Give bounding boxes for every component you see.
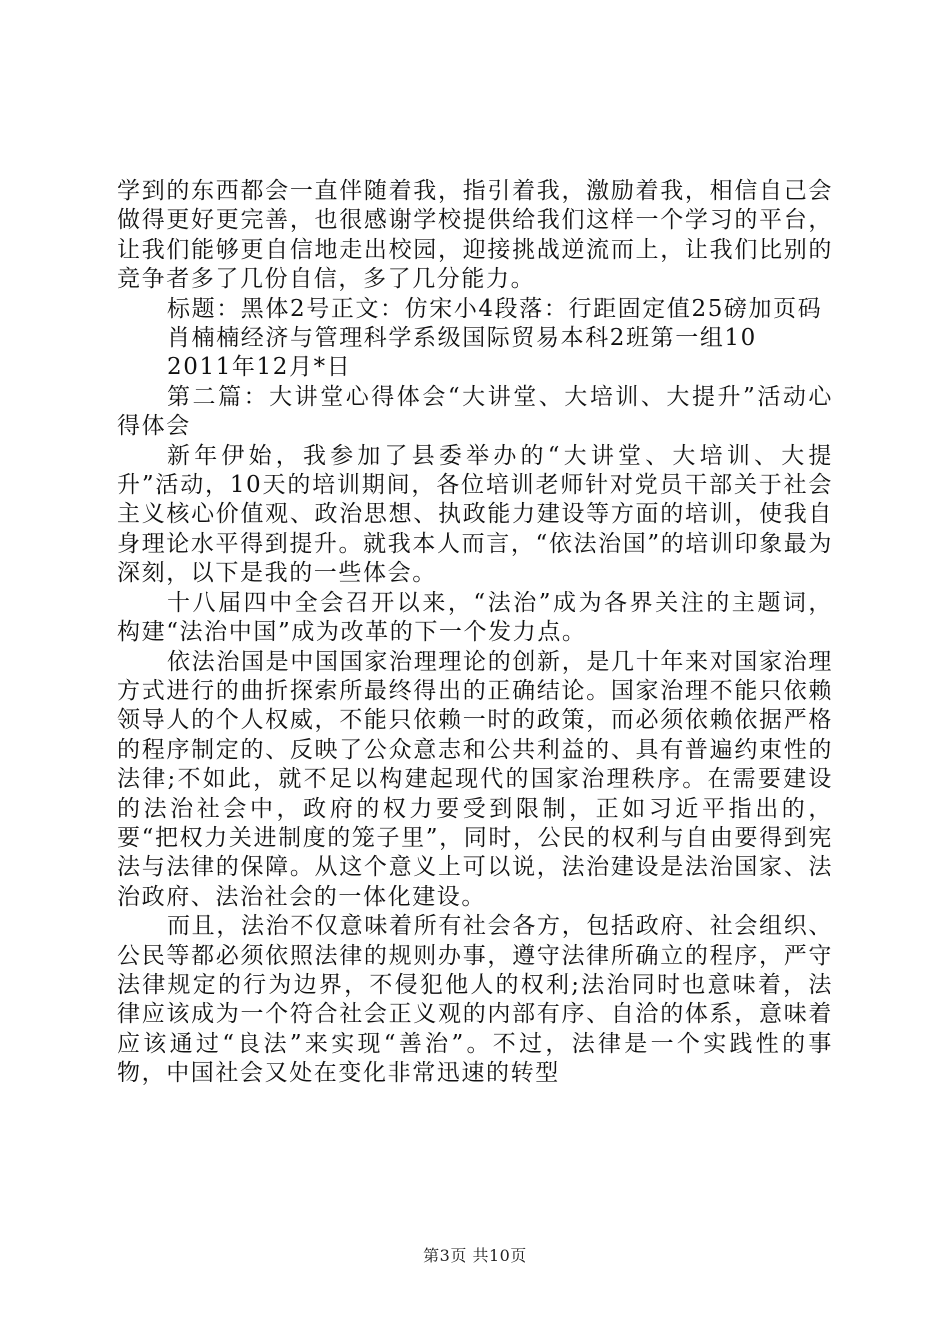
- paragraph-plenum: 十八届四中全会召开以来，“法治”成为各界关注的主题词，构建“法治中国”成为改革的下一个发力点。: [117, 589, 833, 646]
- paragraph-intro: 新年伊始，我参加了县委举办的“大讲堂、大培训、大提升”活动，10天的培训期间，各位培训老师针对党员干部关于社会主义核心价值观、政治思想、执政能力建设等方面的培训，使我自身理论水平得到提升。就我本人而言，“依法治国”的培训印象最为深刻，以下是我的一些体会。: [117, 442, 833, 587]
- page-number-footer: 第3页 共10页: [423, 1246, 527, 1265]
- paragraph-date: 2011年12月*日: [167, 354, 352, 381]
- document-body: [117, 177, 833, 1089]
- section-heading: 第二篇：大讲堂心得体会“大讲堂、大培训、大提升”活动心得体会: [117, 383, 833, 440]
- paragraph-rule-of-law: 依法治国是中国国家治理理论的创新，是几十年来对国家治理方式进行的曲折探索所最终得出的正确结论。国家治理不能只依赖领导人的个人权威，不能只依赖一时的政策，而必须依赖依据严格的程序制定的、反映了公众意志和公共利益的、具有普遍约束性的法律;不如此，就不足以构建起现代的国家治理秩序。在需要建设的法治社会中，政府的权力要受到限制，正如习近平指出的，要“把权力关进制度的笼子里”，同时，公民的权利与自由要得到宪法与法律的保障。从这个意义上可以说，法治建设是法治国家、法治政府、法治社会的一体化建设。: [117, 648, 833, 910]
- paragraph-author: 肖楠楠经济与管理科学系级国际贸易本科2班第一组10: [167, 325, 757, 352]
- paragraph-moreover: 而且，法治不仅意味着所有社会各方，包括政府、社会组织、公民等都必须依照法律的规则办事，遵守法律所确立的程序，严守法律规定的行为边界，不侵犯他人的权利;法治同时也意味着，法律应该成为一个符合社会正义观的内部有序、自洽的体系，意味着应该通过“良法”来实现“善治”。不过，法律是一个实践性的事物，中国社会又处在变化非常迅速的转型: [117, 913, 833, 1087]
- paragraph-format-note: 标题：黑体2号正文：仿宋小4段落：行距固定值25磅加页码: [167, 295, 823, 322]
- paragraph-continued: 学到的东西都会一直伴随着我，指引着我，激励着我，相信自己会做得更好更完善，也很感谢学校提供给我们这样一个学习的平台，让我们能够更自信地走出校园，迎接挑战逆流而上，让我们比别的竞争者多了几份自信，多了几分能力。: [117, 178, 833, 293]
